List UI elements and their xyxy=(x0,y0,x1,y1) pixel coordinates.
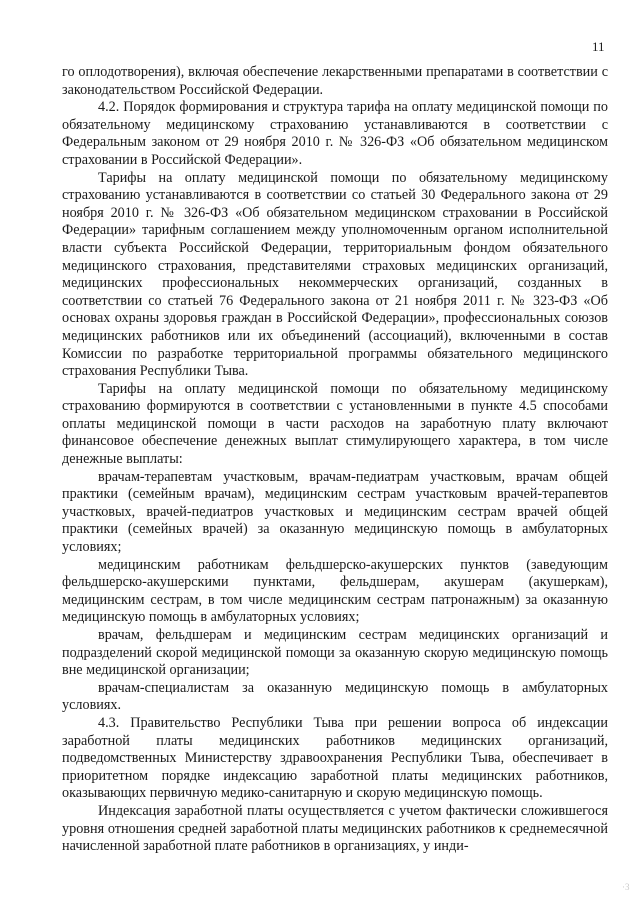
page-number: 11 xyxy=(592,39,605,54)
paragraph-4-3: 4.3. Правительство Республики Тыва при решении вопроса об индексации заработной платы медицинских работников медицинских организаций, подведомственных Министерству здравоохранения Республики Тыва, обеспечивает в приоритетном порядке индексацию заработной платы медицинских работников, оказывающих первичную медико-санитарную и скорую медицинскую помощь. xyxy=(62,714,608,802)
paragraph-indexation: Индексация заработной платы осуществляется с учетом фактически сложившегося уровня отношения средней заработной платы медицинских работников к среднемесячной начисленной заработной плате работников в организациях, у инди- xyxy=(62,802,608,855)
paragraph-tariffs-formed: Тарифы на оплату медицинской помощи по обязательному медицинскому страхованию формируются в соответствии с установленными в пункте 4.5 способами оплаты медицинской помощи в части расходов на заработную плату включают финансовое обеспечение денежных выплат стимулирующего характера, в том числе денежные выплаты: xyxy=(62,380,608,468)
paragraph-tariffs-established: Тарифы на оплату медицинской помощи по обязательному медицинскому страхованию устанавливаются в соответствии со статьей 30 Федерального закона от 29 ноября 2010 г. № 326-ФЗ «Об обязательном медицинском страховании в Российской Федерации» тарифным соглашением между уполномоченным органом исполнительной власти субъекта Российской Федерации, территориальным фондом обязательного медицинского страхования, представителями страховых медицинских организаций, медицинских профессиональных некоммерческих организаций, созданных в соответствии со статьей 76 Федерального закона от 21 ноября 2011 г. № 323-ФЗ «Об основах охраны здоровья граждан в Российской Федерации», профессиональных союзов медицинских работников или их объединений (ассоциаций), включенными в состав Комиссии по разработке территориальной программы обязательного медицинского страхования Республики Тыва. xyxy=(62,169,608,380)
paragraph-4-2: 4.2. Порядок формирования и структура тарифа на оплату медицинской помощи по обязательному медицинскому страхованию устанавливаются в соответствии с Федеральным законом от 29 ноября 2010 г. № 326-ФЗ «Об обязательном медицинском страховании в Российской Федерации». xyxy=(62,99,608,168)
scan-artifact-mark: ·3 xyxy=(622,882,630,892)
list-item-emergency-care: врачам, фельдшерам и медицинским сестрам медицинских организаций и подразделений скорой медицинской помощи за оказанную скорую медицинскую помощь вне медицинской организации; xyxy=(62,627,608,679)
list-item-district-doctors: врачам-терапевтам участковым, врачам-педиатрам участковым, врачам общей практики (семейным врачам), медицинским сестрам участковым врачей-терапевтов участковых, врачей-педиатров участковых и медицинским сестрам врачей общей практики (семейных врачей) за оказанную медицинскую помощь в амбулаторных условиях; xyxy=(62,468,608,556)
body-text xyxy=(62,64,608,856)
list-item-specialists: врачам-специалистам за оказанную медицинскую помощь в амбулаторных условиях. xyxy=(62,679,608,714)
paragraph-continuation: го оплодотворения), включая обеспечение лекарственными препаратами в соответствии с законодательством Российской Федерации. xyxy=(62,64,608,98)
list-item-feldsher-points: медицинским работникам фельдшерско-акушерских пунктов (заведующим фельдшерско-акушерскими пунктами, фельдшерам, акушерам (акушеркам), медицинским сестрам, в том числе медицинским сестрам патронажным) за оказанную медицинскую помощь в амбулаторных условиях; xyxy=(62,556,608,626)
